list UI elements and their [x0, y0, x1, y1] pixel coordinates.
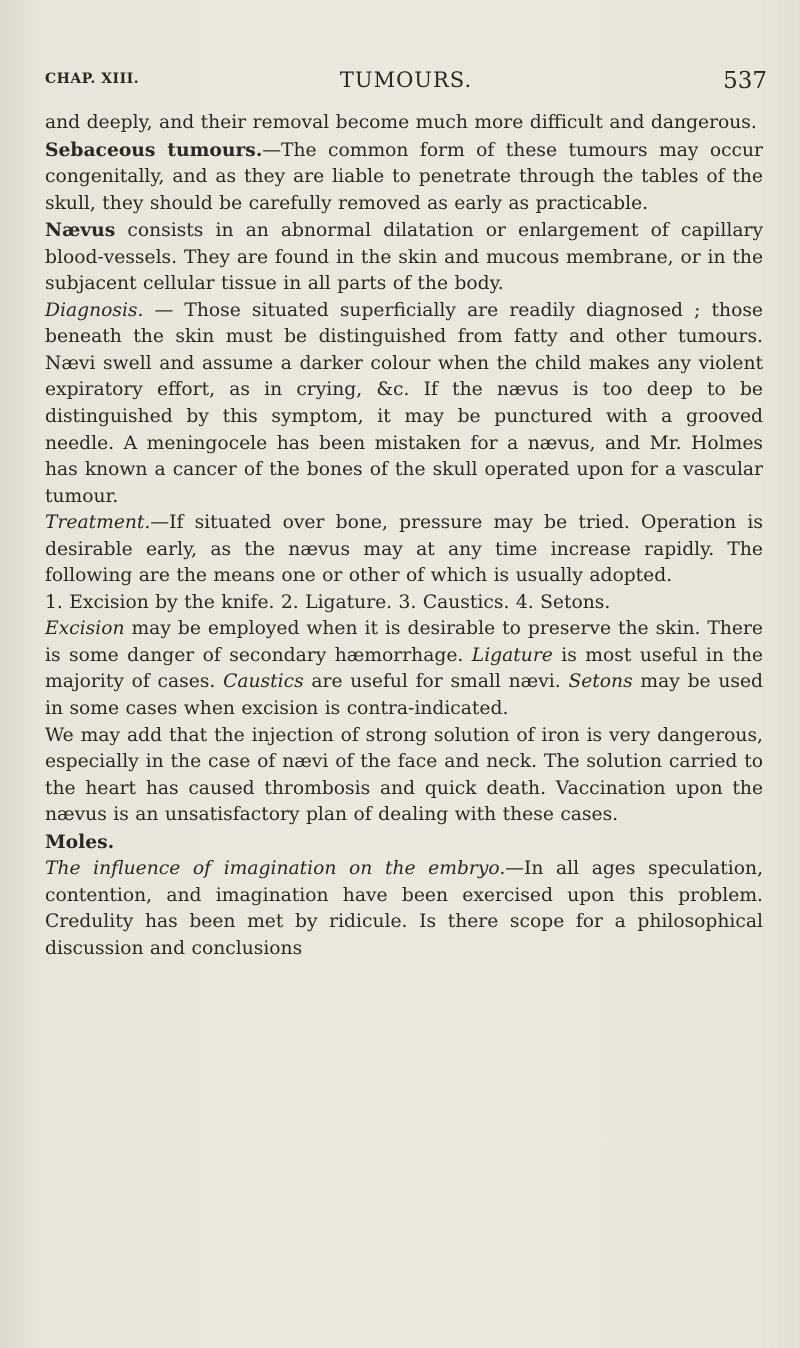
paragraph-continuation: [45, 110, 763, 137]
caustics-text: are useful for small nævi.: [303, 671, 561, 693]
treatment-text: —If situated over bone, pressure may be tried. Operation is desirable early, as the nævus may at any time increase rapidly. The following are the means one or other of which is usually adopted.: [45, 512, 763, 587]
moles-heading: Moles.: [45, 830, 115, 853]
methods-list: 1. Excision by the knife. 2. Ligature. 3. Caustics. 4. Setons.: [45, 591, 611, 613]
excision-text: may be employed when it is desirable to preserve the skin. There is some danger of secondary hæmorrhage.: [45, 618, 763, 666]
setons-heading: Setons: [568, 671, 633, 693]
diagnosis-heading: Diagnosis.: [45, 299, 144, 321]
sebaceous-text: —The common form of these tumours may occur congenitally, and as they are liable to penetrate through the tables of the skull, they should be carefully removed as early as practicable.: [45, 139, 763, 214]
chapter-label: CHAP. XIII.: [45, 71, 140, 87]
running-header: [45, 68, 767, 98]
page-body: [45, 110, 763, 963]
paragraph-injection: [45, 723, 763, 829]
excision-heading: Excision: [45, 618, 125, 640]
setons-text: may be used in some cases when excision is contra-indicated.: [45, 671, 763, 720]
treatment-heading: Treatment.: [45, 512, 151, 534]
influence-text: —In all ages speculation, contention, and imagination have been exercised upon this problem. Credulity has been met by ridicule. Is there scope for a philosophical discussion and conclusions: [45, 858, 764, 959]
caustics-heading: Caustics: [223, 671, 304, 693]
paragraph-methods: [45, 590, 763, 617]
paragraph-diagnosis: [45, 298, 763, 510]
page-number: 537: [723, 68, 767, 94]
paragraph-influence: [45, 856, 763, 962]
naevus-heading: Nævus: [45, 219, 116, 242]
paragraph-methods-detail: [45, 616, 763, 722]
naevus-text: consists in an abnormal dilatation or enlargement of capillary blood-vessels. They are found in the skin and mucous membrane, or in the subjacent cellular tissue in all parts of the body.: [45, 220, 763, 295]
influence-heading: The influence of imagination on the embryo.: [45, 858, 506, 880]
diagnosis-text: — Those situated superficially are readily diagnosed ; those beneath the skin must be distinguished from fatty and other tumours. Nævi swell and assume a darker colour when the child makes any violent expiratory effort, as in crying, &c. If the nævus is too deep to be distinguished by this symptom, it may be punctured with a grooved needle. A meningocele has been mistaken for a nævus, and Mr. Holmes has known a cancer of the bones of the skull operated upon for a vascular tumour.: [45, 299, 763, 507]
running-title: TUMOURS.: [339, 68, 473, 92]
ligature-heading: Ligature: [471, 644, 553, 666]
continuation-text: and deeply, and their removal become much more difficult and dangerous.: [45, 112, 757, 133]
ligature-text: is most useful in the majority of cases.: [45, 644, 763, 693]
paragraph-moles: [45, 829, 763, 857]
paragraph-sebaceous: [45, 137, 763, 218]
paragraph-naevus: [45, 217, 763, 298]
injection-text: We may add that the injection of strong solution of iron is very dangerous, especially in the case of nævi of the face and neck. The solution carried to the heart has caused thrombosis and quick death. Vaccination upon the nævus is an unsatisfactory plan of dealing with these cases.: [45, 724, 763, 826]
paragraph-treatment: [45, 510, 763, 590]
sebaceous-heading: Sebaceous tumours.: [45, 138, 263, 161]
